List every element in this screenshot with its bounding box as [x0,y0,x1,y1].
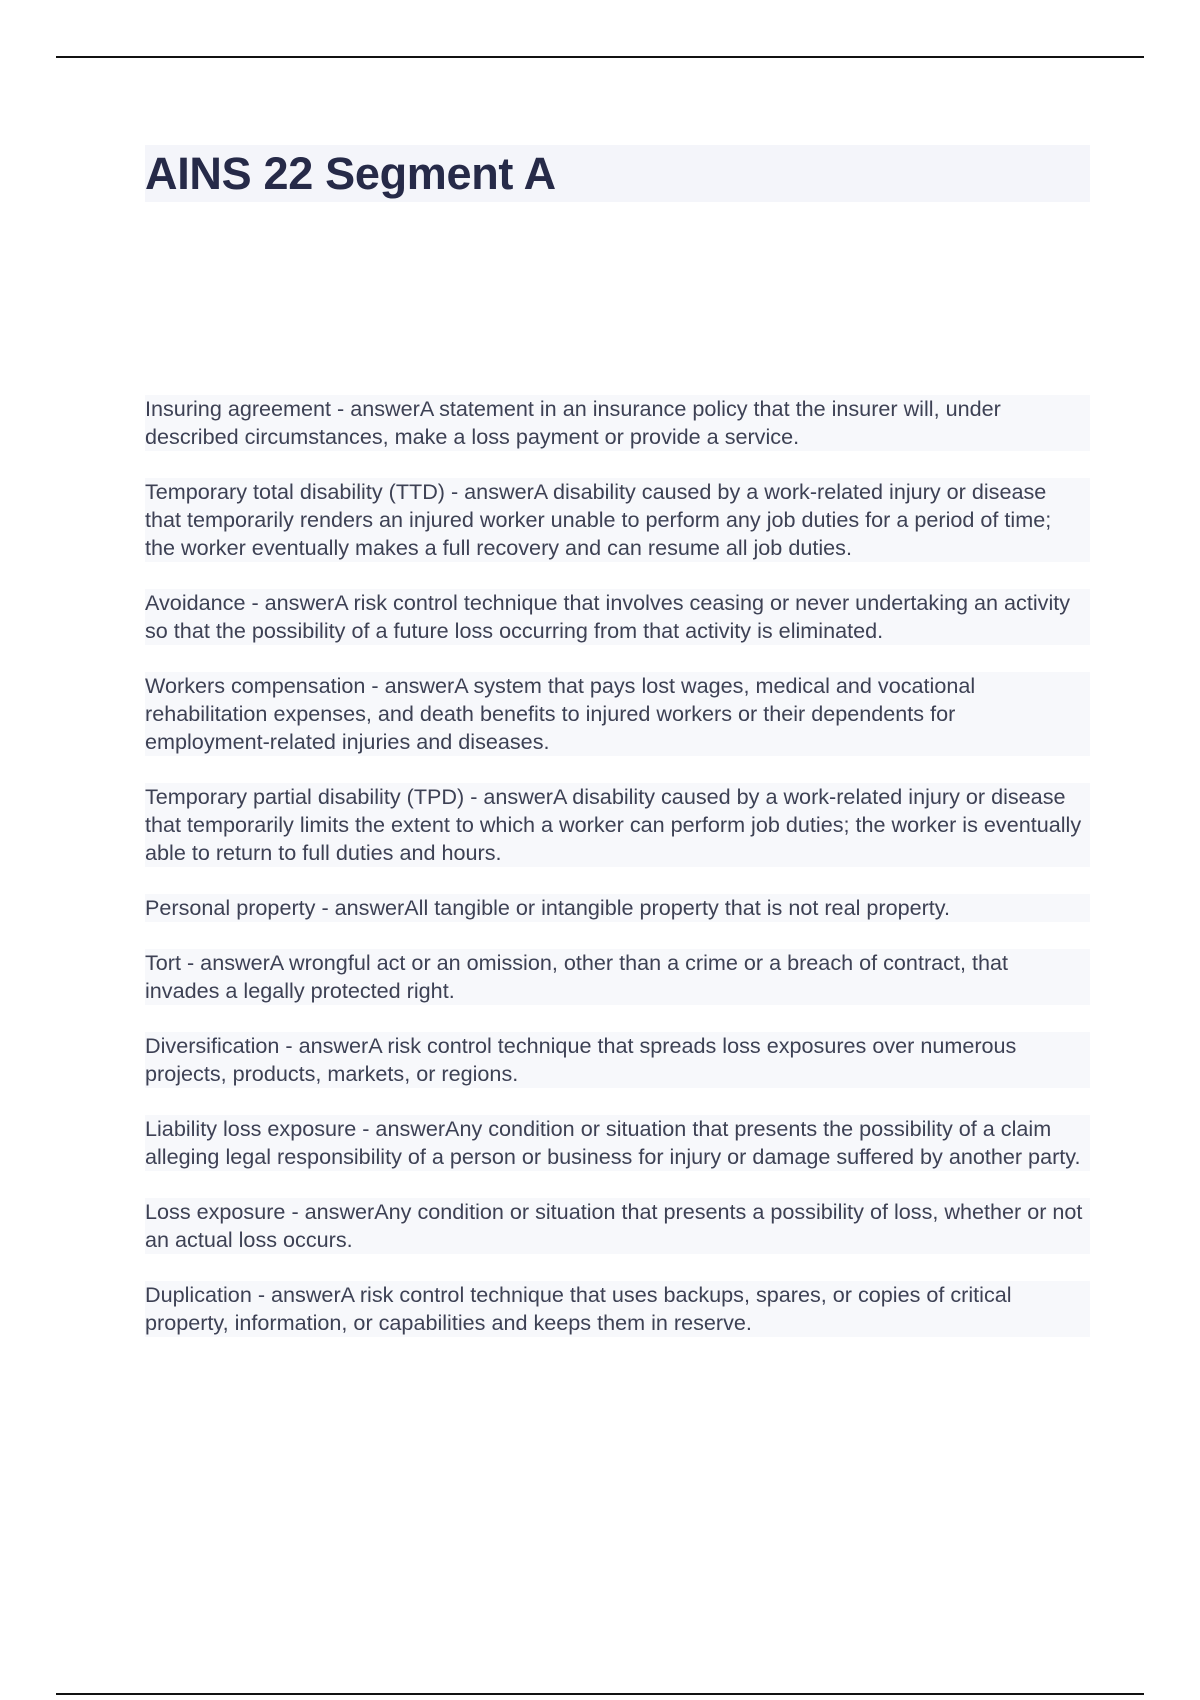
entry-text: Personal property - answerAll tangible or intangible property that is not real property. [145,895,950,920]
list-item [145,1032,1090,1088]
list-item [145,1198,1090,1254]
footer-rule [56,1693,1144,1695]
entry-list [145,395,1090,1337]
header-rule [56,56,1144,58]
entry-text: Insuring agreement - answerA statement in an insurance policy that the insurer will, under described circumstances, make a loss payment or provide a service. [145,396,1001,449]
entry-text: Avoidance - answerA risk control technique that involves ceasing or never undertaking an activity so that the possibility of a future loss occurring from that activity is eliminated. [145,590,1071,643]
list-item [145,395,1090,451]
list-item [145,783,1090,867]
entry-text: Duplication - answerA risk control technique that uses backups, spares, or copies of critical property, information, or capabilities and keeps them in reserve. [145,1282,1012,1335]
list-item [145,478,1090,562]
entry-text: Temporary partial disability (TPD) - answerA disability caused by a work-related injury or disease that temporarily limits the extent to which a worker can perform job duties; the worker is eventually able to return to full duties and hours. [145,784,1082,865]
page-title: AINS 22 Segment A [145,148,556,199]
title-block [145,145,1090,202]
list-item [145,1115,1090,1171]
list-item [145,1281,1090,1337]
list-item [145,894,1090,922]
entry-text: Temporary total disability (TTD) - answerA disability caused by a work-related injury or disease that temporarily renders an injured worker unable to perform any job duties for a period of time; the worker eventually makes a full recovery and can resume all job duties. [145,479,1052,560]
page-content [145,145,1090,1364]
entry-text: Workers compensation - answerA system that pays lost wages, medical and vocational rehabilitation expenses, and death benefits to injured workers or their dependents for employment-related injuries and diseases. [145,673,976,754]
entry-text: Loss exposure - answerAny condition or situation that presents a possibility of loss, whether or not an actual loss occurs. [145,1199,1083,1252]
list-item [145,589,1090,645]
list-item [145,949,1090,1005]
entry-text: Tort - answerA wrongful act or an omission, other than a crime or a breach of contract, that invades a legally protected right. [145,950,1008,1003]
entry-text: Diversification - answerA risk control technique that spreads loss exposures over numerous projects, products, markets, or regions. [145,1033,1017,1086]
list-item [145,672,1090,756]
entry-text: Liability loss exposure - answerAny condition or situation that presents the possibility of a claim alleging legal responsibility of a person or business for injury or damage suffered by another party. [145,1116,1081,1169]
